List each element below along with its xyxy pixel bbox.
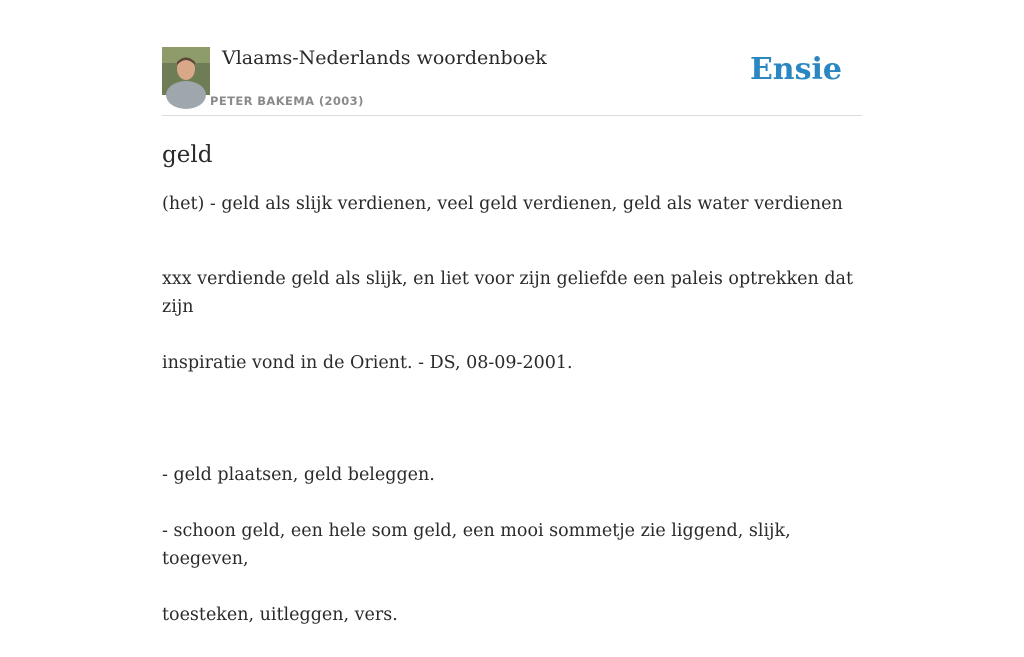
example-line: - geld plaatsen, geld beleggen. [162,465,435,485]
example-line [162,405,862,433]
author-credit[interactable]: PETER BAKEMA (2003) [210,94,364,108]
entry-definition: (het) - geld als slijk verdienen, veel geld verdienen, geld als water verdienen [162,194,843,214]
header [162,44,862,116]
example-line: - schoon geld, een hele som geld, een mooi sommetje zie liggend, slijk, toegeven, [162,521,791,569]
book-title[interactable]: Vlaams-Nederlands woordenboek [222,47,547,69]
author-photo [162,47,210,95]
entry-content [162,140,862,657]
example-line: inspiratie vond in de Orient. - DS, 08-09-2001. [162,353,573,373]
entry-word: geld [162,142,213,168]
brand-logo[interactable]: Ensie [749,52,842,87]
entry-examples [162,237,862,657]
avatar[interactable] [162,47,210,95]
example-line: toesteken, uitleggen, vers. [162,605,398,625]
example-line: xxx verdiende geld als slijk, en liet voor zijn geliefde een paleis optrekken dat zijn [162,269,853,317]
